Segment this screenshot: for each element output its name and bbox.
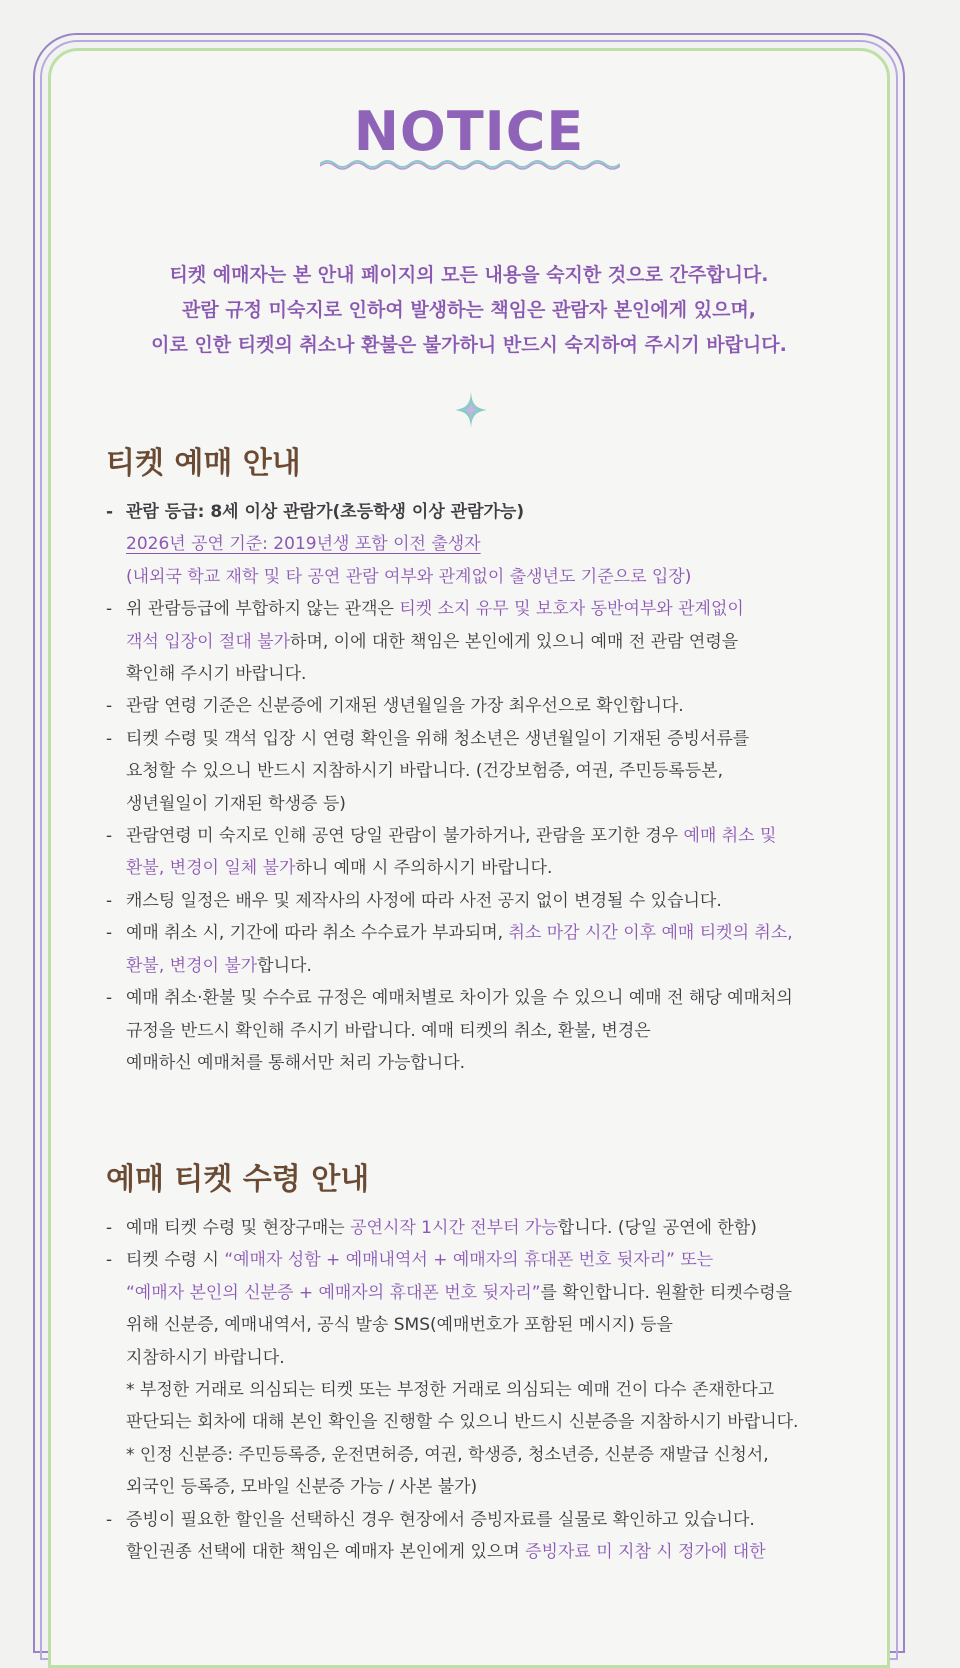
list-item: - 증빙이 필요한 할인을 선택하신 경우 현장에서 증빙자료를 실물로 확인하고 있습니다. 할인권종 선택에 대한 책임은 예매자 본인에게 있으며 증빙자료 미 지참 시 정가에 대한 xyxy=(106,1504,836,1569)
rating-basis: 2026년 공연 기준: 2019년생 포함 이전 출생자 xyxy=(126,534,481,555)
booking-list xyxy=(106,496,836,1079)
list-item: - 티켓 수령 시 “예매자 성함 + 예매내역서 + 예매자의 휴대폰 번호 뒷자리” 또는 “예매자 본인의 신분증 + 예매자의 휴대폰 번호 뒷자리”를 확인합니다. 원활한 티켓수령을 위해 신분증, 예매내역서, 공식 발송 SMS(예매번호가 포함된 메시지) 등을 지참하시기 바랍니다. * 부정한 거래로 의심되는 티켓 또는 부정한 거래로 의심되는 예매 건이 다수 존재한다고 판단되는 회차에 대해 본인 확인을 진행할 수 있으니 반드시 신분증을 지참하시기 바랍니다. * 인정 신분증: 주민등록증, 운전면허증, 여권, 학생증, 청소년증, 신분증 재발급 신청서, 외국인 등록증, 모바일 신분증 가능 / 사본 불가) xyxy=(106,1244,836,1503)
list-item: - 예매 취소 시, 기간에 따라 취소 수수료가 부과되며, 취소 마감 시간 이후 예매 티켓의 취소, 환불, 변경이 불가합니다. xyxy=(106,917,836,982)
footnote: * 인정 신분증: 주민등록증, 운전면허증, 여권, 학생증, 청소년증, 신분증 재발급 신청서, xyxy=(126,1444,769,1465)
intro-line: 티켓 예매자는 본 안내 페이지의 모든 내용을 숙지한 것으로 간주합니다. xyxy=(169,264,769,286)
intro-notice xyxy=(48,258,890,363)
list-item: - 관람연령 미 숙지로 인해 공연 당일 관람이 불가하거나, 관람을 포기한 경우 예매 취소 및 환불, 변경이 일체 불가하니 예매 시 주의하시기 바랍니다. xyxy=(106,820,836,885)
pickup-section-title: 예매 티켓 수령 안내 xyxy=(106,1162,370,1197)
rating-label: 관람 등급: 8세 이상 관람가(초등학생 이상 관람가능) xyxy=(126,502,525,522)
list-item: - 캐스팅 일정은 배우 및 제작사의 사정에 따라 사전 공지 없이 변경될 수 있습니다. xyxy=(106,885,836,917)
list-item: - 위 관람등급에 부합하지 않는 관객은 티켓 소지 유무 및 보호자 동반여부와 관계없이 객석 입장이 절대 불가하며, 이에 대한 책임은 본인에게 있으니 예매 전 관람 연령을 확인해 주시기 바랍니다. xyxy=(106,593,836,690)
list-item: - 관람 연령 기준은 신분증에 기재된 생년월일을 가장 최우선으로 확인합니다. xyxy=(106,690,836,722)
booking-section-title: 티켓 예매 안내 xyxy=(106,446,301,481)
list-item: - 예매 취소·환불 및 수수료 규정은 예매처별로 차이가 있을 수 있으니 예매 전 해당 예매처의 규정을 반드시 확인해 주시기 바랍니다. 예매 티켓의 취소, 환불, 변경은 예매하신 예매처를 통해서만 처리 가능합니다. xyxy=(106,982,836,1079)
notice-title: NOTICE xyxy=(353,100,585,163)
sparkle-icon xyxy=(455,392,487,428)
rating-note: (내외국 학교 재학 및 타 공연 관람 여부와 관계없이 출생년도 기준으로 입장) xyxy=(126,566,692,587)
list-item: - 예매 티켓 수령 및 현장구매는 공연시작 1시간 전부터 가능합니다. (당일 공연에 한함) xyxy=(106,1212,836,1244)
footnote: * 부정한 거래로 의심되는 티켓 또는 부정한 거래로 의심되는 예매 건이 다수 존재한다고 xyxy=(126,1380,775,1401)
footnote: 판단되는 회차에 대해 본인 확인을 진행할 수 있으니 반드시 신분증을 지참하시기 바랍니다. xyxy=(126,1412,799,1433)
list-item xyxy=(106,496,836,593)
intro-line: 관람 규정 미숙지로 인하여 발생하는 책임은 관람자 본인에게 있으며, xyxy=(181,299,757,321)
list-item: - 티켓 수령 및 객석 입장 시 연령 확인을 위해 청소년은 생년월일이 기재된 증빙서류를 요청할 수 있으니 반드시 지참하시기 바랍니다. (건강보험증, 여권, 주민등록등본, 생년월일이 기재된 학생증 등) xyxy=(106,723,836,820)
wave-divider-icon xyxy=(320,158,620,170)
footnote: 외국인 등록증, 모바일 신분증 가능 / 사본 불가) xyxy=(126,1477,478,1498)
intro-line: 이로 인한 티켓의 취소나 환불은 불가하니 반드시 숙지하여 주시기 바랍니다. xyxy=(151,334,787,356)
pickup-list xyxy=(106,1212,836,1568)
